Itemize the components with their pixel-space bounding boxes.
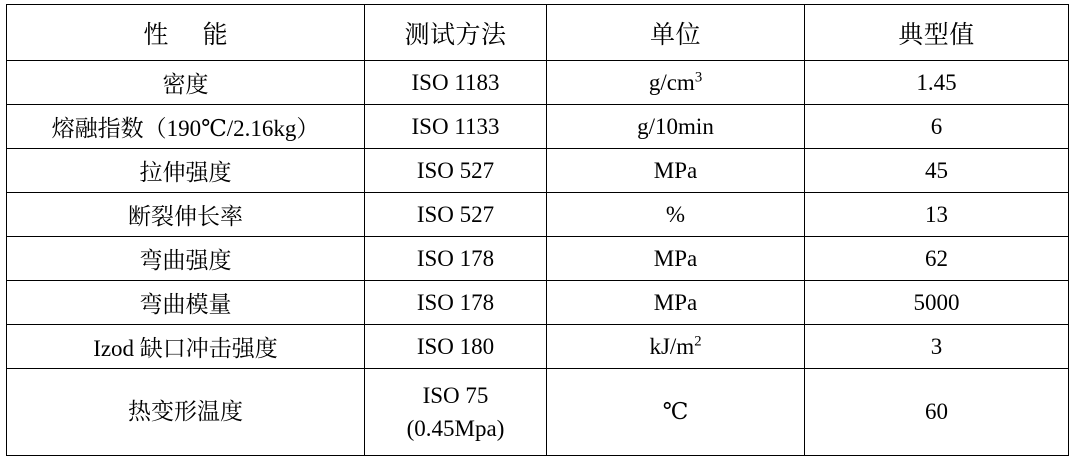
column-header-method: 测试方法 (365, 5, 547, 61)
material-properties-table (6, 4, 1069, 456)
cell-unit (547, 369, 805, 456)
cell-unit (547, 61, 805, 105)
column-header-property: 性 能 (7, 5, 365, 61)
cell-property: 断裂伸长率 (7, 193, 365, 237)
unit-text: kJ/m (649, 333, 695, 359)
cell-value: 62 (805, 237, 1069, 281)
method-line-2: (0.45Mpa) (406, 416, 505, 441)
table-row (7, 149, 1069, 193)
cell-property: Izod 缺口冲击强度 (7, 325, 365, 369)
cell-value: 60 (805, 369, 1069, 456)
method-line-1: ISO 75 (422, 382, 489, 408)
cell-unit (547, 193, 805, 237)
cell-value: 6 (805, 105, 1069, 149)
cell-property: 密度 (7, 61, 365, 105)
unit-text: MPa (653, 157, 698, 183)
cell-unit (547, 281, 805, 325)
cell-unit (547, 237, 805, 281)
cell-property: 弯曲强度 (7, 237, 365, 281)
unit-text: % (665, 201, 686, 227)
table-row (7, 281, 1069, 325)
table-row (7, 61, 1069, 105)
cell-property: 热变形温度 (7, 369, 365, 456)
cell-value: 3 (805, 325, 1069, 369)
table-row (7, 105, 1069, 149)
unit-text: g/cm (648, 69, 695, 95)
table-header-row (7, 5, 1069, 61)
cell-method: ISO 527 (365, 193, 547, 237)
cell-property: 熔融指数（190℃/2.16kg） (7, 105, 365, 149)
cell-unit (547, 149, 805, 193)
cell-property: 弯曲模量 (7, 281, 365, 325)
table-row (7, 193, 1069, 237)
unit-text: MPa (653, 289, 698, 315)
cell-unit (547, 325, 805, 369)
cell-method: ISO 178 (365, 237, 547, 281)
unit-text: MPa (653, 245, 698, 271)
cell-value: 45 (805, 149, 1069, 193)
cell-value: 5000 (805, 281, 1069, 325)
cell-unit (547, 105, 805, 149)
unit-superscript: 2 (694, 332, 702, 349)
table-row (7, 237, 1069, 281)
cell-value: 1.45 (805, 61, 1069, 105)
cell-method (365, 369, 547, 456)
cell-method: ISO 180 (365, 325, 547, 369)
cell-method: ISO 178 (365, 281, 547, 325)
cell-method: ISO 527 (365, 149, 547, 193)
cell-method: ISO 1183 (365, 61, 547, 105)
unit-text: g/10min (637, 113, 714, 139)
unit-text: ℃ (662, 399, 689, 425)
cell-property: 拉伸强度 (7, 149, 365, 193)
column-header-unit: 单位 (547, 5, 805, 61)
cell-method: ISO 1133 (365, 105, 547, 149)
column-header-typical-value: 典型值 (805, 5, 1069, 61)
unit-superscript: 3 (694, 68, 703, 85)
cell-value: 13 (805, 193, 1069, 237)
table-row (7, 369, 1069, 456)
table-row (7, 325, 1069, 369)
